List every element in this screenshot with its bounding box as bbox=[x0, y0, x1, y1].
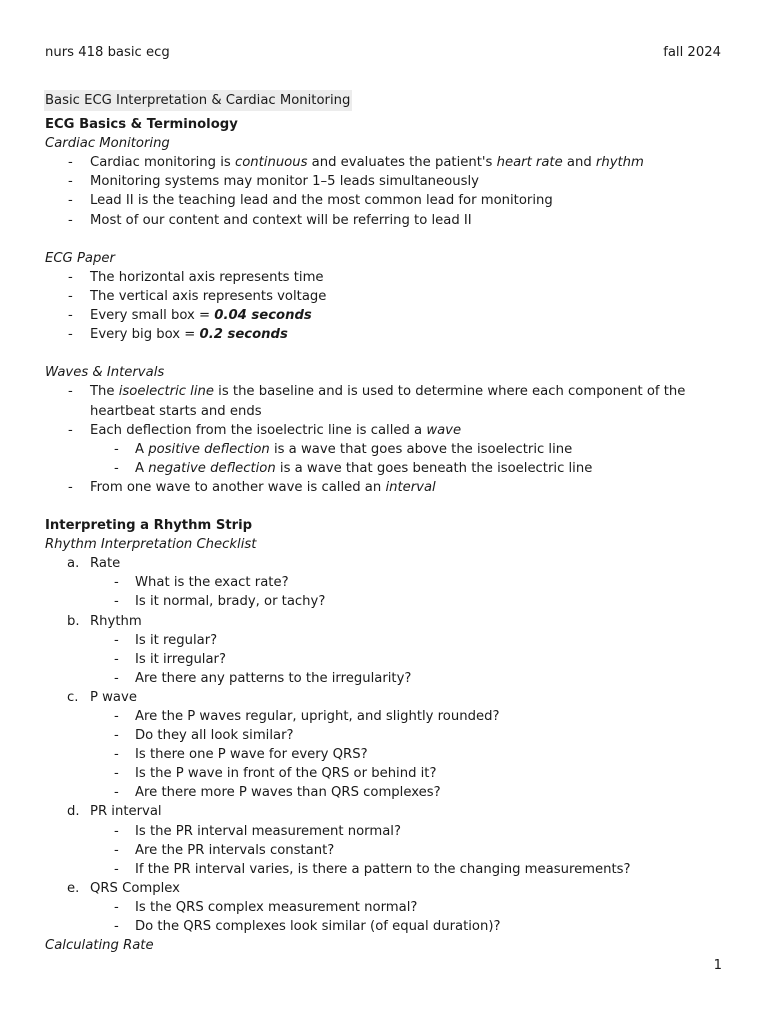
list-item: - Cardiac monitoring is continuous and evaluates the patient's heart rate and rhythm bbox=[45, 153, 725, 172]
list-subitem: - Are the PR intervals constant? bbox=[45, 841, 725, 860]
list-subitem: - Do they all look similar? bbox=[45, 726, 725, 745]
list-subitem: - A positive deflection is a wave that goes above the isoelectric line bbox=[45, 440, 725, 459]
subheading-cardiac-monitoring: Cardiac Monitoring bbox=[45, 136, 170, 152]
list-item: - Every small box = 0.04 seconds bbox=[45, 306, 725, 325]
list-subitem: - If the PR interval varies, is there a pattern to the changing measurements? bbox=[45, 860, 725, 879]
list-item: - Lead II is the teaching lead and the most common lead for monitoring bbox=[45, 191, 725, 210]
section-heading-rhythm-strip: Interpreting a Rhythm Strip bbox=[45, 518, 253, 534]
document-body bbox=[45, 90, 725, 955]
list-subitem: - What is the exact rate? bbox=[45, 573, 725, 592]
list-item: - Every big box = 0.2 seconds bbox=[45, 325, 725, 344]
list-item: - The horizontal axis represents time bbox=[45, 268, 725, 287]
list-subitem: - Do the QRS complexes look similar (of equal duration)? bbox=[45, 917, 725, 936]
term-header: fall 2024 bbox=[663, 45, 721, 60]
checklist-item-rate: a. Rate bbox=[67, 556, 121, 572]
list-subitem: - Is it regular? bbox=[45, 631, 725, 650]
course-header: nurs 418 basic ecg bbox=[45, 45, 170, 60]
list-subitem: - Is the PR interval measurement normal? bbox=[45, 822, 725, 841]
list-item: - The vertical axis represents voltage bbox=[45, 287, 725, 306]
subheading-waves-intervals: Waves & Intervals bbox=[45, 365, 165, 381]
list-subitem: - Is the P wave in front of the QRS or behind it? bbox=[45, 764, 725, 783]
section-heading-ecg-basics: ECG Basics & Terminology bbox=[45, 117, 238, 133]
list-item: - Monitoring systems may monitor 1–5 leads simultaneously bbox=[45, 172, 725, 191]
list-item: - Each deflection from the isoelectric line is called a wave bbox=[45, 421, 725, 440]
list-item: - Most of our content and context will be referring to lead II bbox=[45, 211, 725, 230]
list-subitem: - Are the P waves regular, upright, and slightly rounded? bbox=[45, 707, 725, 726]
subheading-ecg-paper: ECG Paper bbox=[45, 250, 115, 266]
document-title: Basic ECG Interpretation & Cardiac Monitoring bbox=[44, 90, 352, 111]
subheading-calculating-rate: Calculating Rate bbox=[45, 938, 154, 954]
checklist-item-p-wave: c. P wave bbox=[67, 689, 137, 705]
list-subitem: - Are there any patterns to the irregularity? bbox=[45, 669, 725, 688]
list-subitem: - Is it normal, brady, or tachy? bbox=[45, 592, 725, 611]
page-number: 1 bbox=[713, 958, 722, 973]
list-item: - From one wave to another wave is called an interval bbox=[45, 478, 725, 497]
list-subitem: - Is the QRS complex measurement normal? bbox=[45, 898, 725, 917]
checklist-item-pr-interval: d. PR interval bbox=[67, 804, 162, 820]
checklist-item-qrs-complex: e. QRS Complex bbox=[67, 880, 180, 896]
list-subitem: - A negative deflection is a wave that goes beneath the isoelectric line bbox=[45, 459, 725, 478]
checklist-item-rhythm: b. Rhythm bbox=[67, 613, 142, 629]
list-subitem: - Is it irregular? bbox=[45, 650, 725, 669]
list-item: - The isoelectric line is the baseline and is used to determine where each component of the heartbeat starts and ends bbox=[45, 382, 710, 420]
subheading-checklist: Rhythm Interpretation Checklist bbox=[45, 537, 257, 553]
list-subitem: - Is there one P wave for every QRS? bbox=[45, 745, 725, 764]
list-subitem: - Are there more P waves than QRS complexes? bbox=[45, 783, 725, 802]
